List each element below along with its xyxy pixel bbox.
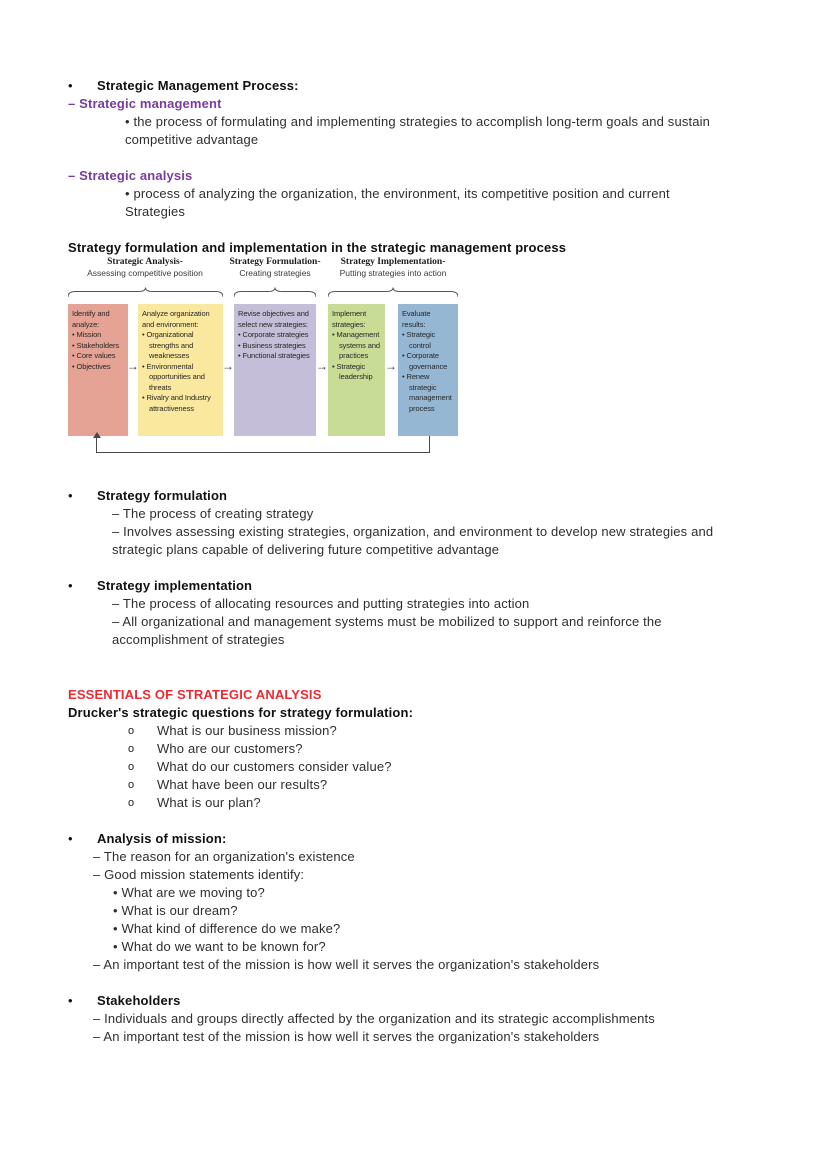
box-item: • Business strategies <box>238 340 306 350</box>
smp-heading-row <box>68 77 788 95</box>
strategic-analysis-label: – Strategic analysis <box>68 168 193 183</box>
strategy-formulation-row <box>68 487 788 505</box>
circle-marker: o <box>128 797 135 809</box>
diagram-box-implement-strategies <box>328 304 385 436</box>
brace-group-1 <box>68 287 223 298</box>
box-item: • Corporate governance <box>402 351 448 371</box>
diagram-box-evaluate-results <box>398 304 458 436</box>
mission-bullet: • What kind of difference do we make? <box>113 921 341 936</box>
group-2-name: Strategy Formulation- <box>229 257 321 267</box>
group-1-name: Strategic Analysis- <box>107 257 183 267</box>
brace-group-3 <box>328 287 458 298</box>
circle-marker: o <box>128 743 135 755</box>
brace-group-2 <box>234 287 316 298</box>
drucker-question: What is our business mission? <box>157 723 337 738</box>
box-item: • Rivalry and Industry attractiveness <box>142 393 211 413</box>
box-item: • Strategic control <box>402 330 436 350</box>
box-item: • Functional strategies <box>238 351 310 360</box>
strategic-management-label: – Strategic management <box>68 96 222 111</box>
drucker-question-row <box>128 722 788 740</box>
stakeholders-line: – Individuals and groups directly affected by the organization and its strategic accomplishments <box>93 1011 655 1026</box>
right-arrow-icon: → <box>126 359 140 373</box>
strategy-formulation-line: – The process of creating strategy <box>112 506 314 521</box>
drucker-question: What do our customers consider value? <box>157 759 392 774</box>
box-item: • Stakeholders <box>72 340 120 350</box>
smp-heading: Strategic Management Process: <box>97 78 299 93</box>
strategy-formulation-line: – Involves assessing existing strategies, organization, and environment to develop new strategies and strategic plans capable of delivering future competitive advantage <box>112 524 714 557</box>
circle-marker: o <box>128 779 135 791</box>
analysis-of-mission-row <box>68 830 788 848</box>
diagram-box-identify-analyze <box>68 304 128 436</box>
box-item: • Corporate strategies <box>238 330 309 339</box>
box-title: Identify and analyze: <box>72 309 110 329</box>
bullet-marker: • <box>68 831 73 846</box>
bullet-marker: • <box>68 78 73 93</box>
box-item: • Core values <box>72 351 116 360</box>
box-item: • Organizational strengths and weaknesses <box>142 330 194 360</box>
right-arrow-icon: → <box>221 359 235 373</box>
feedback-arrow-head-icon <box>93 432 101 438</box>
bullet-marker: • <box>68 578 73 593</box>
box-item: • Environmental opportunities and threats <box>142 361 205 392</box>
group-2-subtitle: Creating strategies <box>239 268 311 278</box>
mission-bullet: • What are we moving to? <box>113 885 265 900</box>
diagram-group-3-header <box>313 256 473 279</box>
strategic-management-definition: • the process of formulating and implementing strategies to accomplish long-term goals and sustain competitive advantage <box>125 114 711 147</box>
box-item: • Mission <box>72 330 102 339</box>
box-title: Analyze organization and environment: <box>142 309 210 329</box>
box-item: • Renew strategic management process <box>402 372 452 413</box>
group-3-subtitle: Putting strategies into action <box>339 268 447 278</box>
drucker-question-row <box>128 758 788 776</box>
strategy-implementation-line: – The process of allocating resources and putting strategies into action <box>112 596 530 611</box>
drucker-question-row <box>128 740 788 758</box>
stakeholders-heading: Stakeholders <box>97 993 181 1008</box>
box-item: • Management systems and practices <box>332 330 380 360</box>
stakeholders-row <box>68 992 788 1010</box>
box-title: Implement strategies: <box>332 309 367 329</box>
drucker-question: What have been our results? <box>157 777 328 792</box>
drucker-question-row <box>128 776 788 794</box>
box-item: • Objectives <box>72 361 111 371</box>
diagram-box-revise-objectives <box>234 304 316 436</box>
strategic-management-process-diagram <box>62 256 472 461</box>
drucker-question: What is our plan? <box>157 795 261 810</box>
essentials-heading: ESSENTIALS OF STRATEGIC ANALYSIS <box>68 687 322 702</box>
diagram-title: Strategy formulation and implementation in the strategic management process <box>68 240 567 255</box>
right-arrow-icon: → <box>384 359 398 373</box>
analysis-of-mission-heading: Analysis of mission: <box>97 831 227 846</box>
drucker-subheading: Drucker's strategic questions for strategy formulation: <box>68 705 414 720</box>
circle-marker: o <box>128 725 135 737</box>
bullet-marker: • <box>68 993 73 1008</box>
box-item: • Strategic leadership <box>332 361 373 381</box>
strategy-implementation-row <box>68 577 788 595</box>
strategic-analysis-definition: • process of analyzing the organization, the environment, its competitive position and current Strategies <box>125 186 670 219</box>
drucker-question: Who are our customers? <box>157 741 303 756</box>
mission-line: – Good mission statements identify: <box>93 867 305 882</box>
bullet-marker: • <box>68 488 73 503</box>
mission-line: – An important test of the mission is how well it serves the organization's stakeholders <box>93 957 600 972</box>
group-1-subtitle: Assessing competitive position <box>87 268 203 278</box>
mission-bullet: • What is our dream? <box>113 903 238 918</box>
drucker-question-row <box>128 794 788 812</box>
box-title: Evaluate results: <box>402 309 431 329</box>
mission-line: – The reason for an organization's existence <box>93 849 355 864</box>
strategy-formulation-heading: Strategy formulation <box>97 488 228 503</box>
feedback-loop-line <box>96 436 430 453</box>
box-title: Revise objectives and select new strategies: <box>238 309 309 329</box>
right-arrow-icon: → <box>315 359 329 373</box>
circle-marker: o <box>128 761 135 773</box>
strategy-implementation-heading: Strategy implementation <box>97 578 253 593</box>
mission-bullet: • What do we want to be known for? <box>113 939 326 954</box>
stakeholders-line: – An important test of the mission is how well it serves the organization's stakeholders <box>93 1029 600 1044</box>
group-3-name: Strategy Implementation- <box>340 257 446 267</box>
diagram-box-analyze-environment <box>138 304 223 436</box>
strategy-implementation-line: – All organizational and management systems must be mobilized to support and reinforce the accomplishment of strategies <box>112 614 662 647</box>
